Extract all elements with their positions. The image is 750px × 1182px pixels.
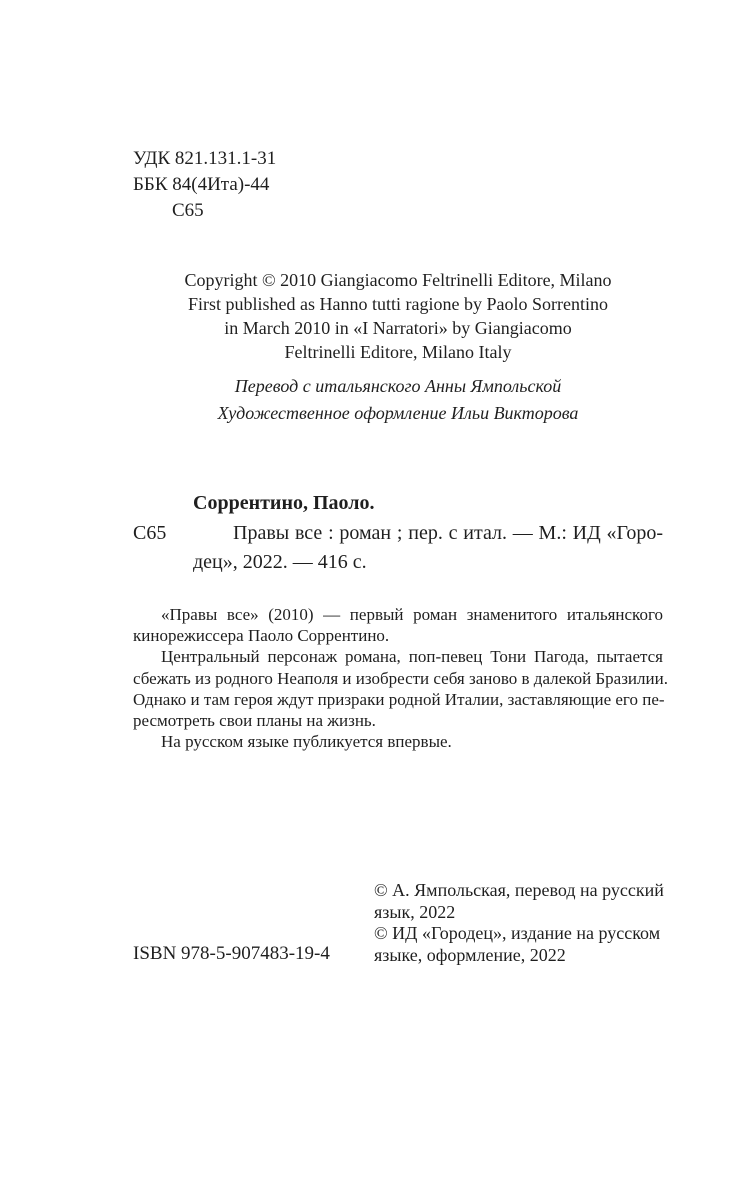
annotation-line: сбежать из родного Неаполя и изобрести себя заново в далекой Бразилии. — [133, 668, 668, 688]
annotation-line: Центральный персонаж романа, поп-певец Тони Пагода, пытается — [161, 647, 663, 667]
copyright-line: Feltrinelli Editore, Milano Italy — [284, 342, 512, 362]
annotation-line: ресмотреть свои планы на жизнь. — [133, 711, 376, 731]
rights-line: © А. Ямпольская, перевод на русский — [374, 880, 664, 900]
catalog-description-line: дец», 2022. — 416 с. — [193, 551, 367, 573]
credits — [150, 373, 646, 427]
translator-credit: Перевод с итальянского Анны Ямпольской — [234, 376, 562, 396]
annotation-line: Однако и там героя ждут призраки родной Италии, заставляющие его пе- — [133, 689, 665, 709]
catalog-description-line: Правы все : роман ; пер. с итал. — М.: ИД «Горо- — [233, 522, 663, 544]
annotation — [133, 604, 668, 752]
copyright-line: First published as Hanno tutti ragione by Paolo Sorrentino — [188, 294, 608, 314]
rights-line: © ИД «Городец», издание на русском — [374, 923, 661, 943]
catalog-code: С65 — [133, 522, 167, 544]
copyright-line: in March 2010 in «I Narratori» by Giangiacomo — [224, 318, 572, 338]
annotation-line: кинорежиссера Паоло Соррентино. — [133, 626, 390, 646]
catalog-author: Соррентино, Паоло. — [193, 492, 375, 514]
rights-notice — [374, 880, 674, 966]
author-mark: С65 — [172, 200, 204, 221]
rights-line: языке, оформление, 2022 — [374, 944, 566, 965]
rights-line: язык, 2022 — [374, 901, 456, 922]
designer-credit: Художественное оформление Ильи Викторова — [217, 403, 579, 423]
udk-code: УДК 821.131.1-31 — [133, 148, 277, 169]
bbk-code: ББК 84(4Ита)-44 — [133, 174, 270, 195]
isbn: ISBN 978-5-907483-19-4 — [133, 943, 330, 964]
copyright-line: Copyright © 2010 Giangiacomo Feltrinelli Editore, Milano — [184, 270, 612, 290]
catalog-description — [193, 519, 663, 577]
annotation-line: «Правы все» (2010) — первый роман знаменитого итальянского — [161, 605, 663, 624]
annotation-line: На русском языке публикуется впервые. — [161, 732, 452, 752]
copyright-notice — [150, 268, 646, 364]
